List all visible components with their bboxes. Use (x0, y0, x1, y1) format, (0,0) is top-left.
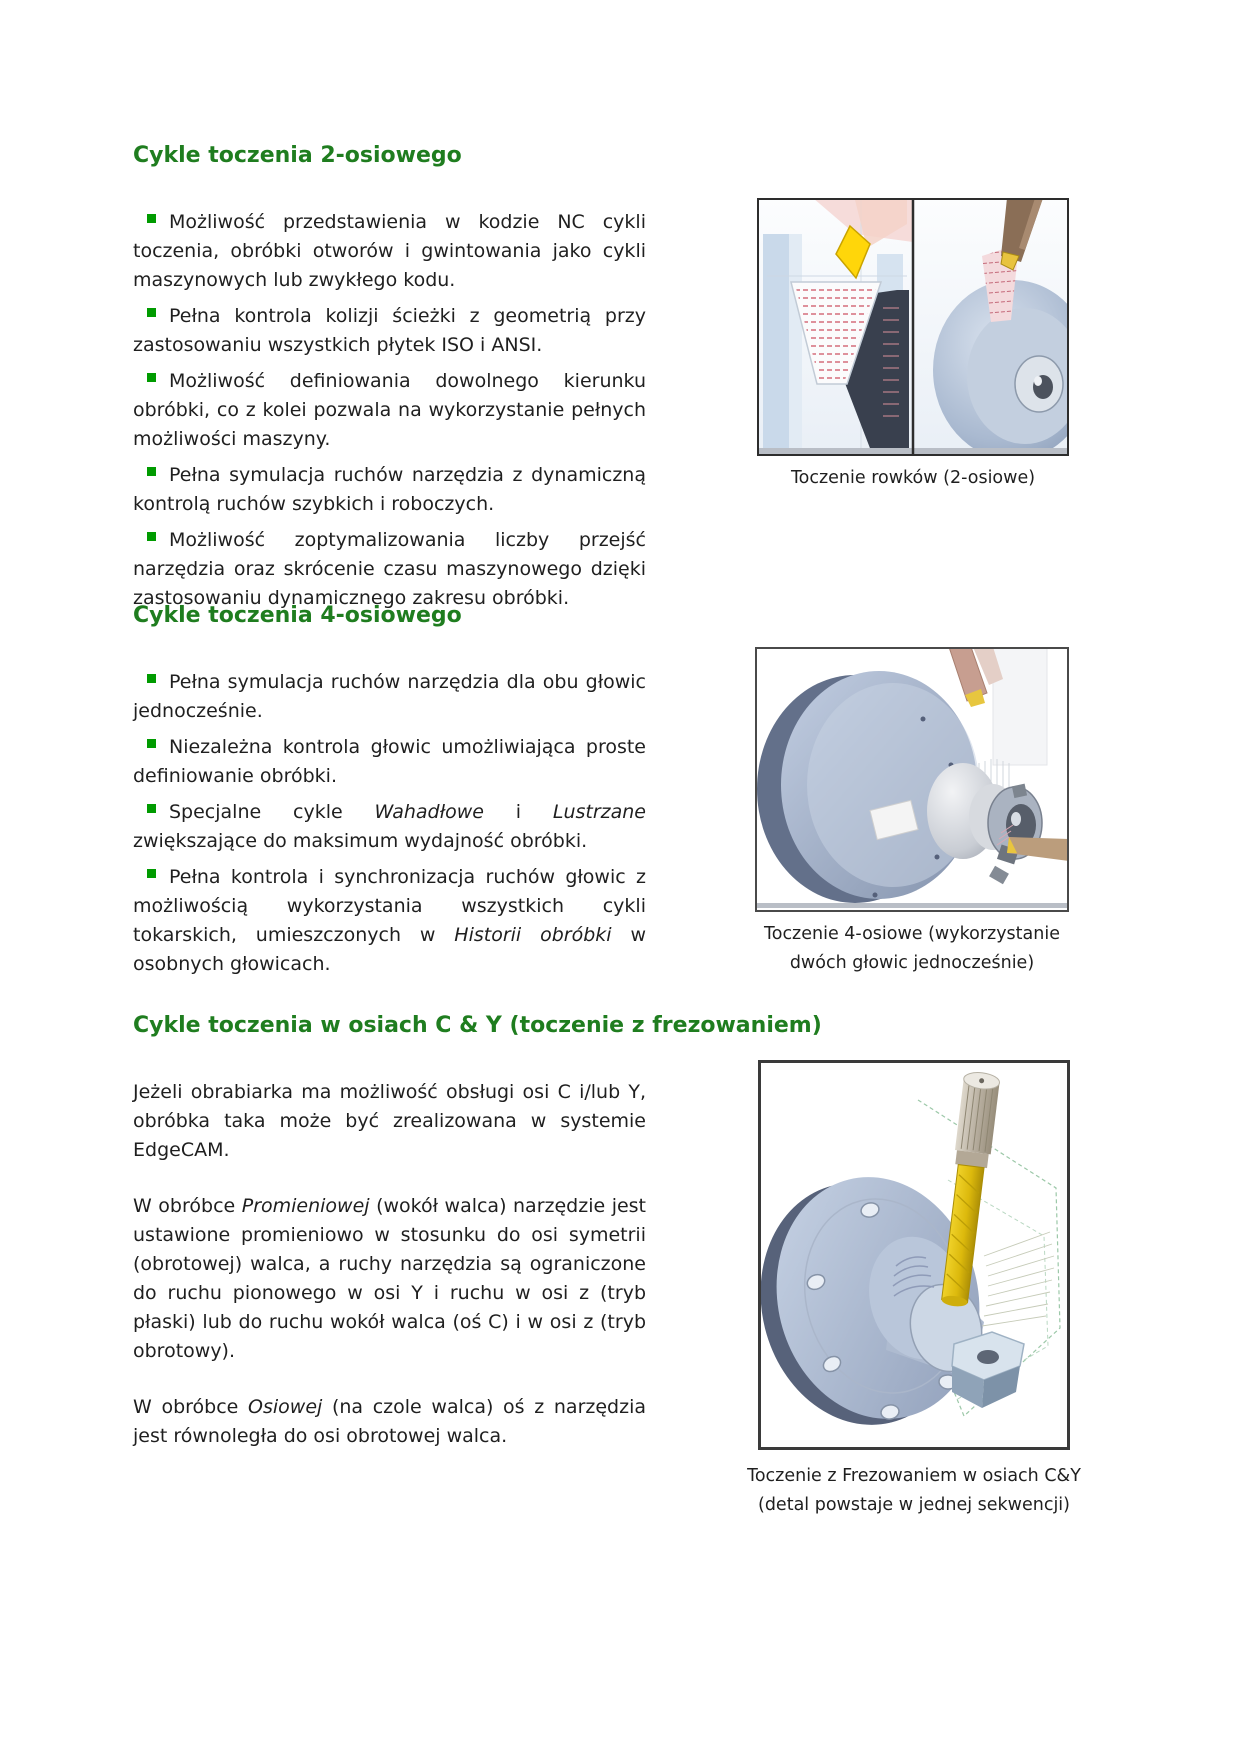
caption-line: Toczenie 4-osiowe (wykorzystanie (764, 924, 1060, 944)
section-heading: Cykle toczenia 4-osiowego (133, 603, 462, 628)
caption-line: dwóch głowic jednocześnie) (789, 953, 1035, 973)
section-2-axis-turning (133, 142, 646, 620)
caption-line: Toczenie z Frezowaniem w osiach C&Y (747, 1466, 1081, 1486)
caption-line: Toczenie rowków (2-osiowe) (790, 468, 1036, 488)
bullet-item: Specjalne cykle Wahadłowe i Lustrzane zwiększające do maksimum wydajność obróbki. (133, 798, 646, 856)
figure-caption (732, 920, 1092, 978)
paragraph: W obróbce Promieniowej (wokół walca) narzędzie jest ustawione promieniowo w stosunku do osi symetrii (obrotowej) walca, a ruchy narzędzia są ograniczone do ruchu pionowego w osi Y i ruchu w osi z (tryb płaski) lub do ruchu wokół walca (oś C) i w osi z (tryb obrotowy). (133, 1195, 647, 1362)
figure-caption (734, 1462, 1094, 1520)
section-heading: Cykle toczenia w osiach C & Y (toczenie z frezowaniem) (133, 1013, 822, 1038)
bullet-item: Pełna kontrola i synchronizacja ruchów głowic z możliwością wykorzystania wszystkich cykli tokarskich, umieszczonych w Historii obróbki w osobnych głowicach. (133, 863, 646, 979)
bullet-item: Pełna symulacja ruchów narzędzia dla obu głowic jednocześnie. (133, 668, 646, 726)
section-heading: Cykle toczenia 2-osiowego (133, 143, 462, 168)
figure-groove-turning-image (757, 198, 1069, 456)
bullet-item: Możliwość definiowania dowolnego kierunku obróbki, co z kolei pozwala na wykorzystanie pełnych możliwości maszyny. (133, 367, 646, 454)
bullet-item: Możliwość przedstawienia w kodzie NC cykli toczenia, obróbki otworów i gwintowania jako cykli maszynowych lub zwykłego kodu. (133, 208, 646, 295)
bullet-item: Pełna symulacja ruchów narzędzia z dynamiczną kontrolą ruchów szybkich i roboczych. (133, 461, 646, 519)
figure-turn-mill-image (758, 1060, 1070, 1450)
paragraph: W obróbce Osiowej (na czole walca) oś z narzędzia jest równoległa do osi obrotowej walca. (133, 1396, 647, 1447)
section-c-y-axis-turning (133, 1012, 822, 1478)
figure-caption (733, 464, 1093, 493)
paragraph: Jeżeli obrabiarka ma możliwość obsługi osi C i/lub Y, obróbka taka może być zrealizowana w systemie EdgeCAM. (133, 1081, 646, 1161)
bullet-item: Możliwość zoptymalizowania liczby przejść narzędzia oraz skrócenie czasu maszynowego dzięki zastosowaniu dynamicznego zakresu obróbki. (133, 526, 646, 613)
figure-4-axis-turning-image (755, 647, 1069, 912)
caption-line: (detal powstaje w jednej sekwencji) (758, 1495, 1070, 1515)
bullet-item: Pełna kontrola kolizji ścieżki z geometrią przy zastosowaniu wszystkich płytek ISO i ANSI. (133, 302, 646, 360)
section-4-axis-turning (133, 602, 646, 986)
bullet-item: Niezależna kontrola głowic umożliwiająca proste definiowanie obróbki. (133, 733, 646, 791)
